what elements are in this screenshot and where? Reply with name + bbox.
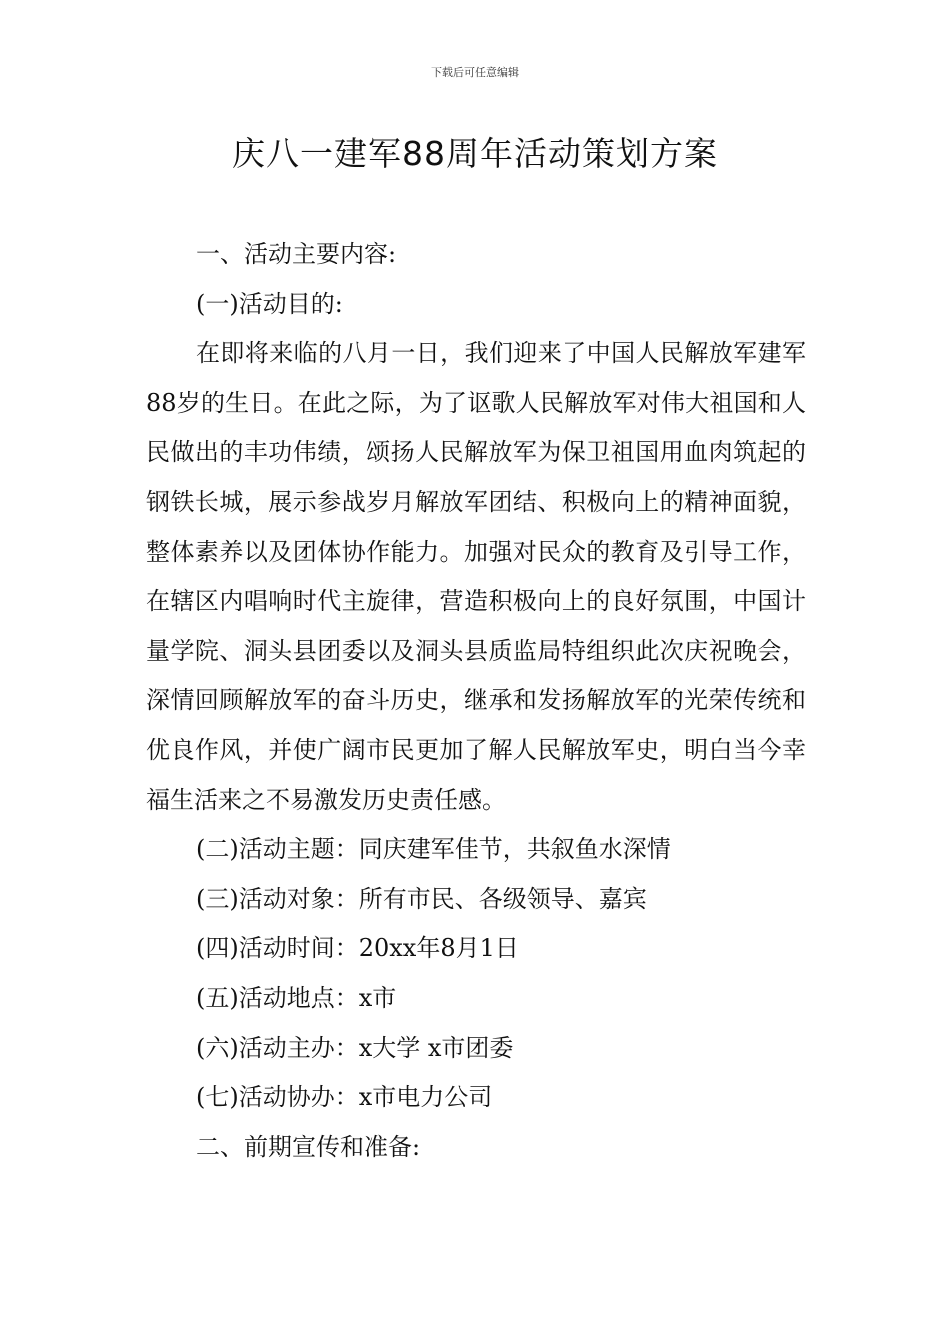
subsection-heading-purpose: (一)活动目的: — [196, 289, 343, 318]
purpose-paragraph: 在即将来临的八月一日，我们迎来了中国人民解放军建军88岁的生日。在此之际，为了讴歌人民解放军对伟大祖国和人民做出的丰功伟绩，颂扬人民解放军为保卫祖国用血肉筑起的钢铁长城，展示参战岁月解放军团结、积极向上的精神面貌，整体素养以及团体协作能力。加强对民众的教育及引导工作，在辖区内唱响时代主旋律，营造积极向上的良好氛围，中国计量学院、洞头县团委以及洞头县质监局特组织此次庆祝晚会，深情回顾解放军的奋斗历史，继承和发扬解放军的光荣传统和优良作风，并使广阔市民更加了解人民解放军史，明白当今幸福生活来之不易激发历史责任感。 — [146, 339, 806, 814]
audience-line: (三)活动对象：所有市民、各级领导、嘉宾 — [196, 884, 647, 913]
document-body — [146, 230, 806, 1172]
time-line: (四)活动时间：20xx年8月1日 — [196, 934, 519, 963]
section-heading-prep: 二、前期宣传和准备: — [196, 1132, 421, 1161]
document-title: 庆八一建军88周年活动策划方案 — [232, 134, 718, 173]
co-organizer-line: (七)活动协办：x市电力公司 — [196, 1083, 493, 1112]
theme-line: (二)活动主题：同庆建军佳节，共叙鱼水深情 — [196, 835, 671, 864]
location-line: (五)活动地点：x市 — [196, 983, 397, 1012]
section-heading-main: 一、活动主要内容: — [196, 240, 397, 268]
header-note: 下载后可任意编辑 — [431, 66, 519, 79]
organizer-line: (六)活动主办：x大学 x市团委 — [196, 1033, 514, 1062]
